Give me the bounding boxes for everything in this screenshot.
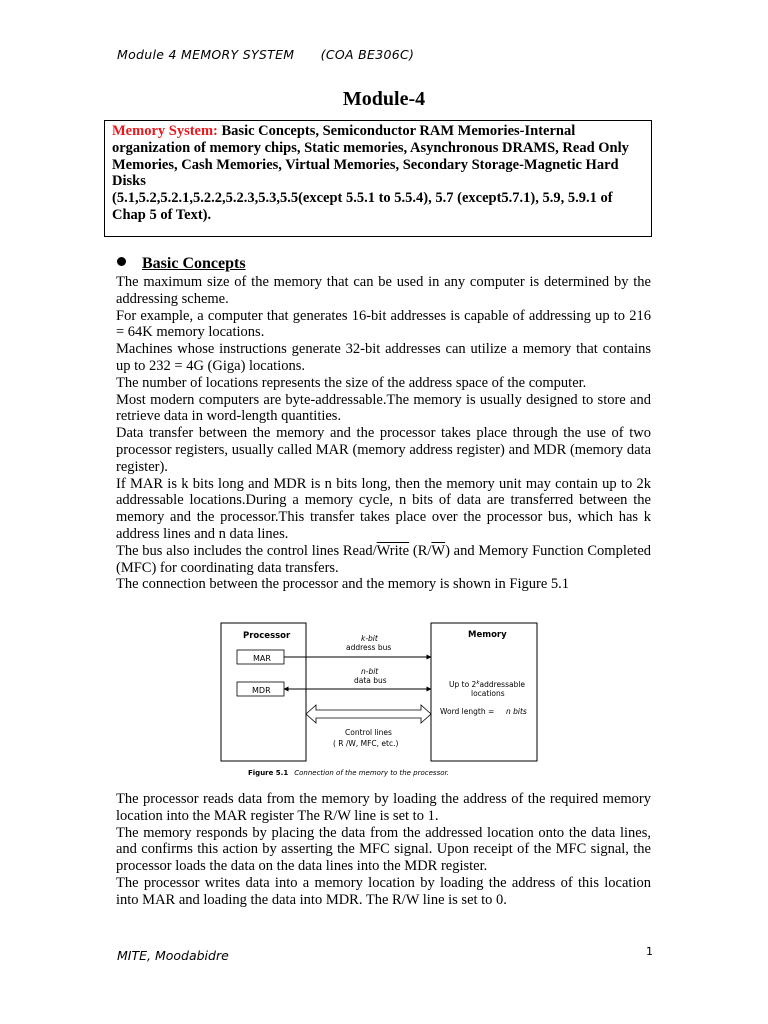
addressable-text: Up to 2$^k$addressable	[449, 680, 526, 689]
address-bus-label: address bus	[346, 643, 392, 652]
memory-connection-figure	[215, 617, 555, 782]
header-course-code: (COA BE306C)	[320, 47, 415, 62]
locations-label: locations	[471, 689, 505, 698]
n-bits-label: n bits	[506, 707, 527, 716]
section-heading-label: Basic Concepts	[142, 255, 246, 272]
syllabus-topics: Basic Concepts, Semiconductor RAM Memories-Internal organization of memory chips, Static memories, Asynchronous DRAMS, Read Only Memories, Cash Memories, Virtual Memories, Secondary Storage-Magnetic Hard Disks	[112, 123, 629, 190]
syllabus-references: (5.1,5.2,5.2.1,5.2.2,5.2.3,5.3,5.5(except 5.5.1 to 5.5.4), 5.7 (except5.7.1), 5.9, 5.9.1 of Chap 5 of Text).	[112, 190, 613, 223]
paragraph: The memory responds by placing the data from the addressed location onto the data lines, and confirms this action by asserting the MFC signal. Upon receipt of the MFC signal, the processor loads the data on the data lines into the MDR register.	[116, 824, 651, 875]
memory-label: Memory	[468, 630, 507, 640]
paragraph: The number of locations represents the size of the address space of the computer.	[116, 374, 587, 391]
bullet-icon	[117, 257, 126, 266]
nbit-label: n-bit	[361, 667, 379, 676]
control-lines-label: Control lines	[345, 728, 392, 737]
header-module: Module 4 MEMORY SYSTEM	[117, 47, 295, 62]
paragraph: The bus also includes the control lines Read/Write $(R/\overline{W})$ and Memory Function Completed (MFC) for coordinating data transfers.	[116, 542, 652, 576]
page-title: Module-4	[342, 88, 426, 110]
mar-label: MAR	[253, 654, 271, 663]
paragraph: The processor writes data into a memory location by loading the address of this location into MAR and loading the data into MDR. The R/W line is set to 0.	[116, 874, 651, 908]
paragraph: Machines whose instructions generate 32-bit addresses can utilize a memory that contains up to 232 = 4G (Giga) locations.	[116, 341, 651, 374]
processor-label: Processor	[243, 631, 291, 641]
word-length-label: Word length =	[440, 707, 495, 716]
paragraph: If MAR is k bits long and MDR is n bits long, then the memory unit may contain up to 2k addressable locations.During a memory cycle, n bits of data are transferred between the memory and the processor.This transfer takes place over the processor bus, which has k address lines and n data lines.	[116, 475, 651, 542]
figure-caption: Figure 5.1 Connection of the memory to the processor.	[248, 769, 449, 777]
kbit-label: k-bit	[361, 634, 378, 643]
paragraph: Most modern computers are byte-addressable.The memory is usually designed to store and retrieve data in word-length quantities.	[116, 391, 651, 425]
mdr-label: MDR	[252, 686, 271, 695]
body-text-lower	[116, 791, 651, 909]
control-signals-label: ( R /W, MFC, etc.)	[333, 739, 399, 748]
page-number: 1	[646, 945, 653, 958]
footer-institution: MITE, Moodabidre	[117, 948, 229, 963]
paragraph: The processor reads data from the memory by loading the address of the required memory location into the MAR register The R/W line is set to 1.	[116, 791, 651, 824]
body-text-upper	[116, 274, 651, 593]
page-header	[117, 47, 414, 62]
data-bus-label: data bus	[354, 676, 387, 685]
section-heading	[117, 255, 246, 273]
syllabus-box	[104, 120, 652, 237]
syllabus-label: Memory System:	[112, 123, 218, 139]
control-lines-bus	[306, 705, 431, 723]
paragraph: The connection between the processor and the memory is shown in Figure 5.1	[116, 576, 570, 593]
paragraph: For example, a computer that generates 16-bit addresses is capable of addressing up to 216 = 64K memory locations.	[116, 307, 651, 341]
paragraph: Data transfer between the memory and the processor takes place through the use of two processor registers, usually called MAR (memory address register) and MDR (memory data register).	[116, 425, 651, 475]
paragraph: The maximum size of the memory that can be used in any computer is determined by the addressing scheme.	[116, 274, 651, 307]
